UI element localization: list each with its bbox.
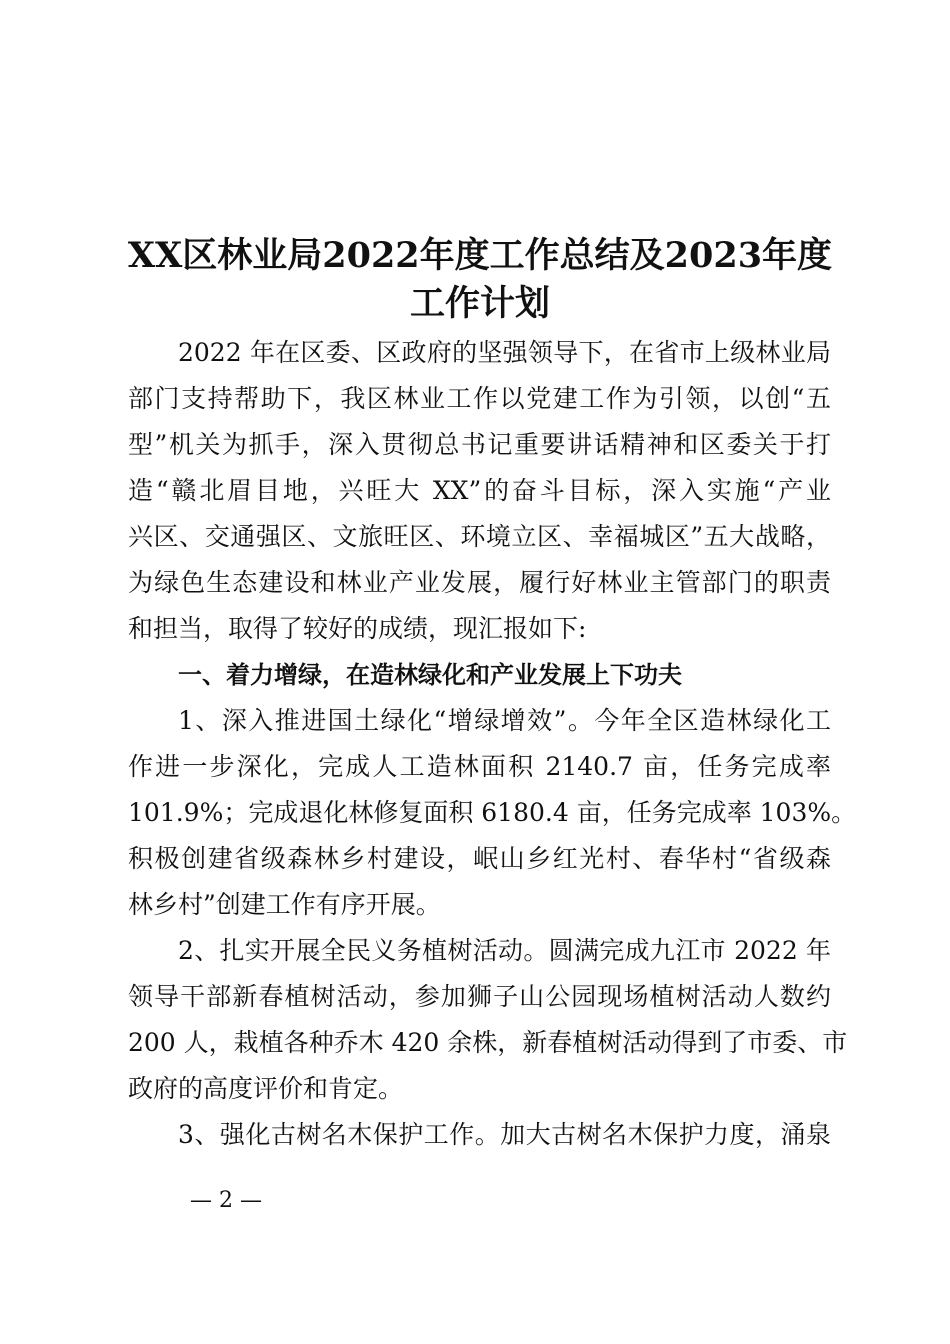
intro-line-2: 部门支持帮助下，我区林业工作以党建工作为引领，以创“五 bbox=[128, 384, 831, 413]
item-3-line-1: 3、强化古树名木保护工作。加大古树名木保护力度，涌泉 bbox=[178, 1120, 831, 1149]
intro-line-3: 型”机关为抓手，深入贯彻总书记重要讲话精神和区委关于打 bbox=[128, 430, 831, 459]
item-2-line-3: 200 人，栽植各种乔木 420 余株，新春植树活动得到了市委、市 bbox=[128, 1028, 848, 1057]
item-2-line-1: 2、扎实开展全民义务植树活动。圆满完成九江市 2022 年 bbox=[178, 936, 831, 965]
item-1-line-2: 作进一步深化，完成人工造林面积 2140.7 亩，任务完成率 bbox=[128, 752, 831, 781]
item-2-line-2: 领导干部新春植树活动，参加狮子山公园现场植树活动人数约 bbox=[128, 982, 831, 1011]
item-1-line-3: 101.9%；完成退化林修复面积 6180.4 亩，任务完成率 103%。 bbox=[128, 798, 857, 827]
page-number: — 2 — bbox=[190, 1188, 262, 1213]
intro-line-1: 2022 年在区委、区政府的坚强领导下，在省市上级林业局 bbox=[178, 338, 831, 367]
intro-line-6: 为绿色生态建设和林业产业发展，履行好林业主管部门的职责 bbox=[128, 568, 831, 597]
item-2-line-4: 政府的高度评价和肯定。 bbox=[128, 1074, 404, 1103]
document-title-line-2: 工作计划 bbox=[409, 283, 550, 324]
intro-line-5: 兴区、交通强区、文旅旺区、环境立区、幸福城区”五大战略， bbox=[128, 522, 831, 551]
item-1-line-5: 林乡村”创建工作有序开展。 bbox=[128, 890, 441, 919]
document-title-line-1: XX区林业局2022年度工作总结及2023年度 bbox=[127, 235, 833, 276]
intro-line-7: 和担当，取得了较好的成绩，现汇报如下: bbox=[128, 614, 587, 643]
section-1-heading: 一、着力增绿，在造林绿化和产业发展上下功夫 bbox=[178, 661, 682, 689]
intro-line-4: 造“赣北眉目地，兴旺大 XX”的奋斗目标，深入实施“产业 bbox=[128, 476, 831, 505]
item-1-line-4: 积极创建省级森林乡村建设，岷山乡红光村、春华村“省级森 bbox=[128, 844, 831, 873]
item-1-line-1: 1、深入推进国土绿化“增绿增效”。今年全区造林绿化工 bbox=[178, 706, 831, 735]
